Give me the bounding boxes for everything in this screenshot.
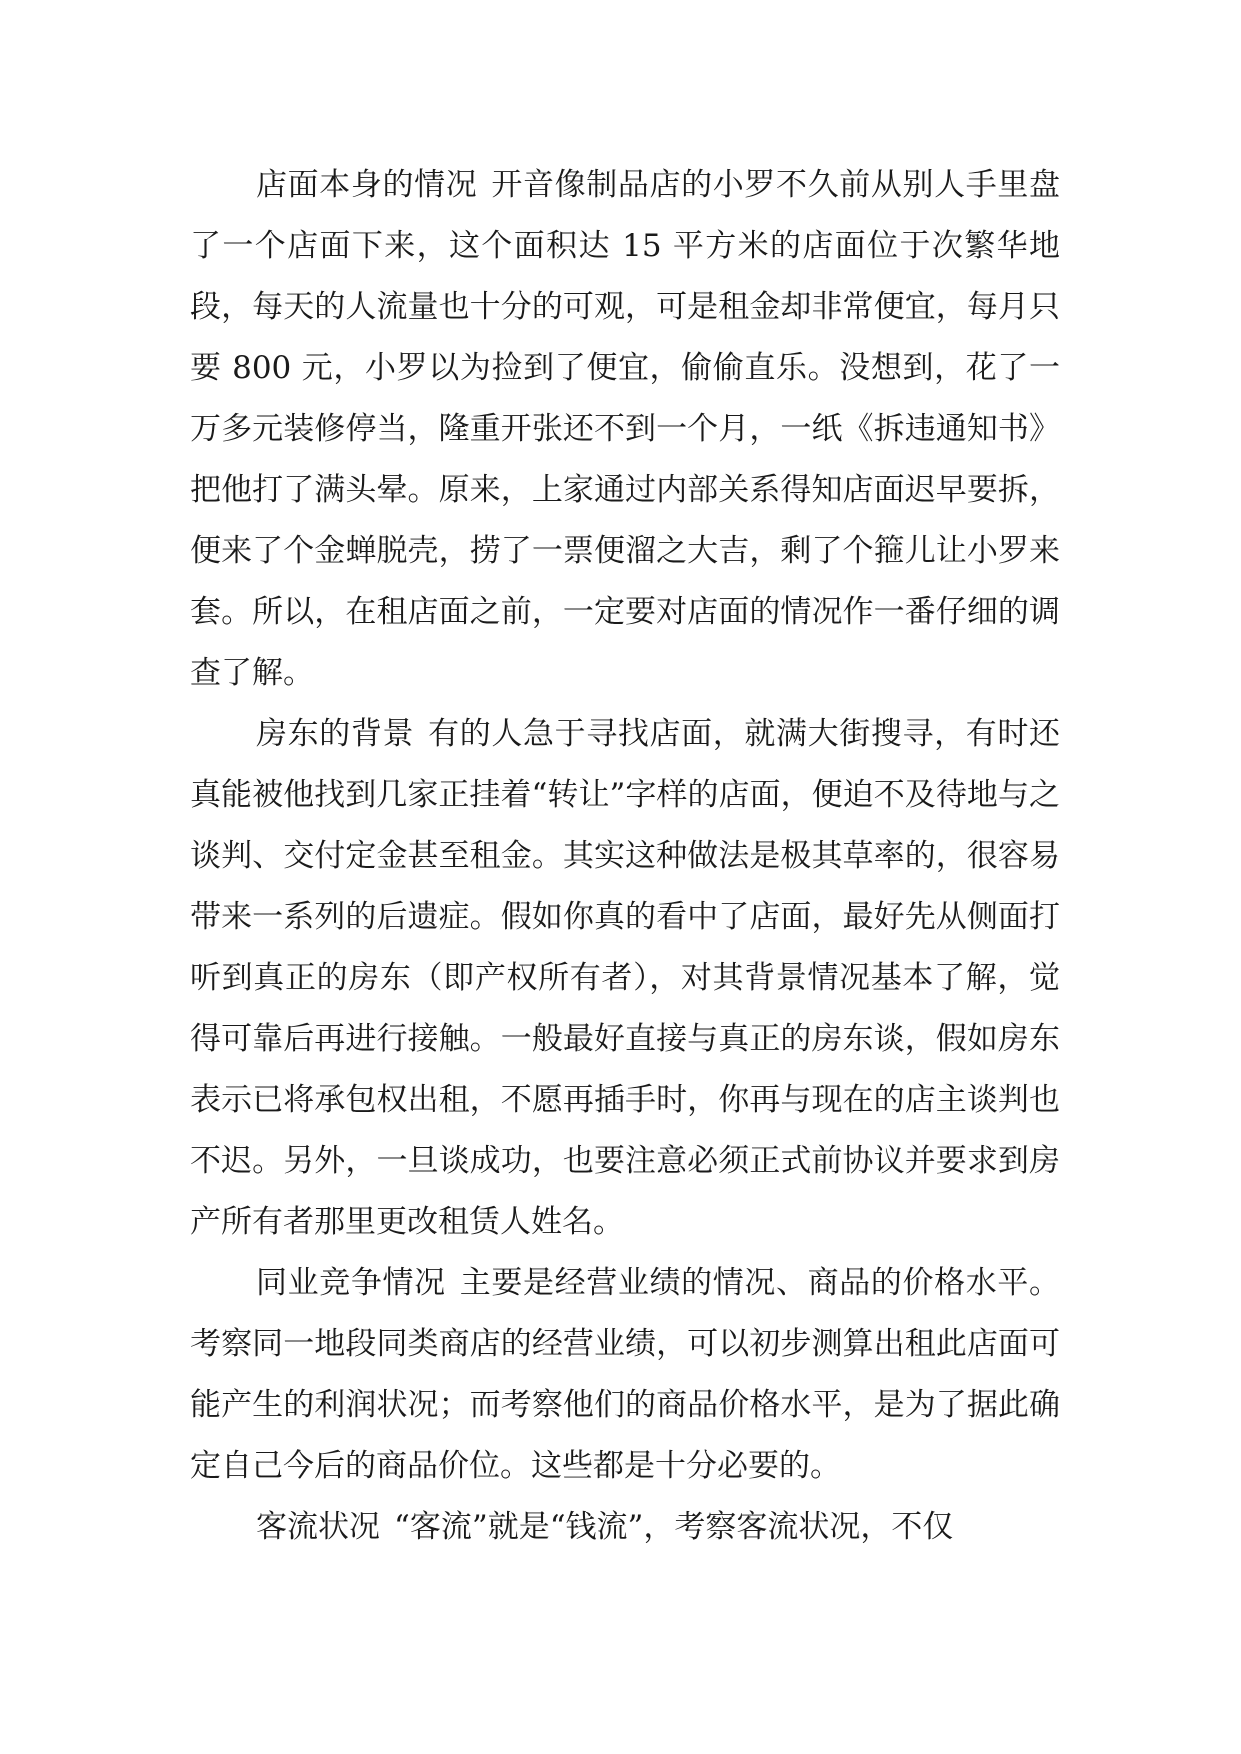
paragraph-text: 有的人急于寻找店面，就满大街搜寻，有时还真能被他找到几家正挂着“转让”字样的店面，便迫不及待地与之谈判、交付定金甚至租金。其实这种做法是极其草率的，很容易带来一系列的后遗症。假如你真的看中了店面，最好先从侧面打听到真正的房东（即产权所有者），对其背景情况基本了解，觉得可靠后再进行接触。一般最好直接与真正的房东谈，假如房东表示已将承包权出租，不愿再插手时，你再与现在的店主谈判也不迟。另外，一旦谈成功，也要注意必须正式前协议并要求到房产所有者那里更改租赁人姓名。 <box>190 716 1060 1240</box>
paragraph-landlord-background <box>190 704 1060 1253</box>
paragraph-heading: 同业竞争情况 <box>256 1265 446 1301</box>
paragraph-text: “客流”就是“钱流”，考察客流状况，不仅 <box>394 1509 954 1545</box>
paragraph-customer-flow <box>190 1497 1060 1558</box>
paragraph-heading: 房东的背景 <box>256 716 415 752</box>
paragraph-text: 开音像制品店的小罗不久前从别人手里盘了一个店面下来，这个面积达 15 平方米的店面位于次繁华地段，每天的人流量也十分的可观，可是租金却非常便宜，每月只要 800 元，小罗以为捡到了便宜，偷偷直乐。没想到，花了一万多元装修停当，隆重开张还不到一个月，一纸《拆违通知书》把他打了满头晕。原来，上家通过内部关系得知店面迟早要拆，便来了个金蝉脱壳，捞了一票便溜之大吉，剩了个箍儿让小罗来套。所以，在租店面之前，一定要对店面的情况作一番仔细的调查了解。 <box>190 167 1060 691</box>
body-text <box>190 155 1060 1558</box>
paragraph-heading: 店面本身的情况 <box>256 167 478 203</box>
paragraph-text: 主要是经营业绩的情况、商品的价格水平。考察同一地段同类商店的经营业绩，可以初步测算出租此店面可能产生的利润状况；而考察他们的商品价格水平，是为了据此确定自己今后的商品价位。这些都是十分必要的。 <box>190 1265 1060 1484</box>
paragraph-competition <box>190 1253 1060 1497</box>
paragraph-heading: 客流状况 <box>256 1509 380 1545</box>
paragraph-store-condition <box>190 155 1060 704</box>
